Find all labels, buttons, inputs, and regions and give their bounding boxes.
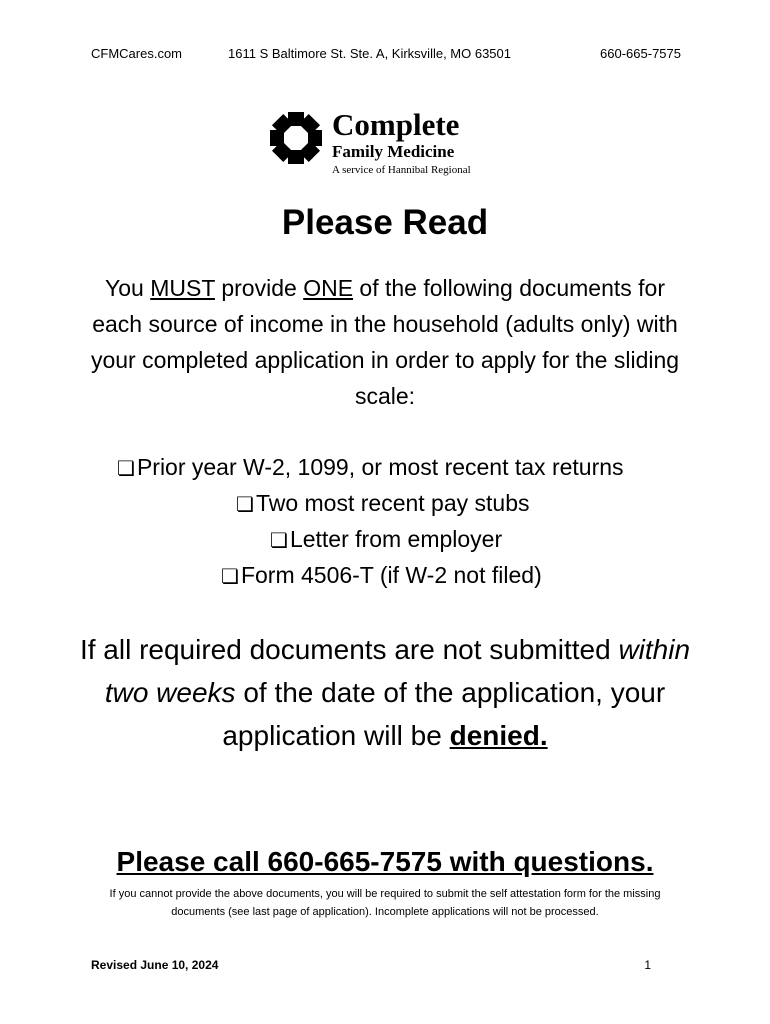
header-address: 1611 S Baltimore St. Ste. A, Kirksville, MO 63501 — [228, 46, 511, 61]
page-header — [91, 46, 681, 64]
intro-text-3: of the following documents for each source of income in the household (adults only) with your completed application in order to apply for the sliding scale: — [90, 275, 680, 409]
warning-emphasis: within two weeks — [104, 634, 691, 708]
checkbox-icon: ❏ — [270, 530, 288, 552]
page-footer — [91, 958, 651, 976]
logo-name: Complete — [332, 107, 460, 142]
header-phone: 660-665-7575 — [600, 46, 681, 61]
document-item — [270, 521, 502, 559]
header-website: CFMCares.com — [91, 46, 183, 61]
intro-must: MUST — [150, 275, 215, 301]
call-line: Please call 660-665-7575 with questions. — [116, 846, 654, 877]
document-label: Two most recent pay stubs — [255, 490, 530, 516]
revised-date: Revised June 10, 2024 — [91, 958, 219, 972]
logo-tagline: A service of Hannibal Regional — [332, 164, 471, 176]
intro-one: ONE — [303, 275, 354, 301]
warning-text-1: If all required documents are not submitted — [79, 634, 619, 665]
intro-paragraph — [80, 270, 690, 414]
logo-subtitle: Family Medicine — [332, 142, 455, 161]
footnote: If you cannot provide the above documents, you will be required to submit the self attestation form for the missing documents (see last page of application). Incomplete applications will not be processed. — [109, 888, 661, 918]
intro-text-1: You — [105, 275, 151, 301]
page-title: Please Read — [281, 203, 489, 242]
document-item — [236, 485, 530, 523]
warning-denied: denied. — [449, 720, 548, 751]
checkbox-icon: ❏ — [236, 494, 254, 516]
logo-mark-icon — [270, 112, 322, 164]
clinic-logo — [270, 108, 510, 180]
document-label: Prior year W-2, 1099, or most recent tax returns — [136, 454, 624, 480]
deadline-warning — [70, 628, 700, 757]
document-item — [221, 557, 542, 595]
document-label: Form 4506-T (if W-2 not filed) — [240, 562, 542, 588]
intro-text-2: provide — [214, 275, 304, 301]
document-label: Letter from employer — [289, 526, 503, 552]
checkbox-icon: ❏ — [221, 566, 239, 588]
document-item — [117, 449, 624, 487]
warning-text-2: of the date of the application, your application will be — [222, 677, 666, 751]
page-number: 1 — [644, 958, 651, 972]
checkbox-icon: ❏ — [117, 458, 135, 480]
